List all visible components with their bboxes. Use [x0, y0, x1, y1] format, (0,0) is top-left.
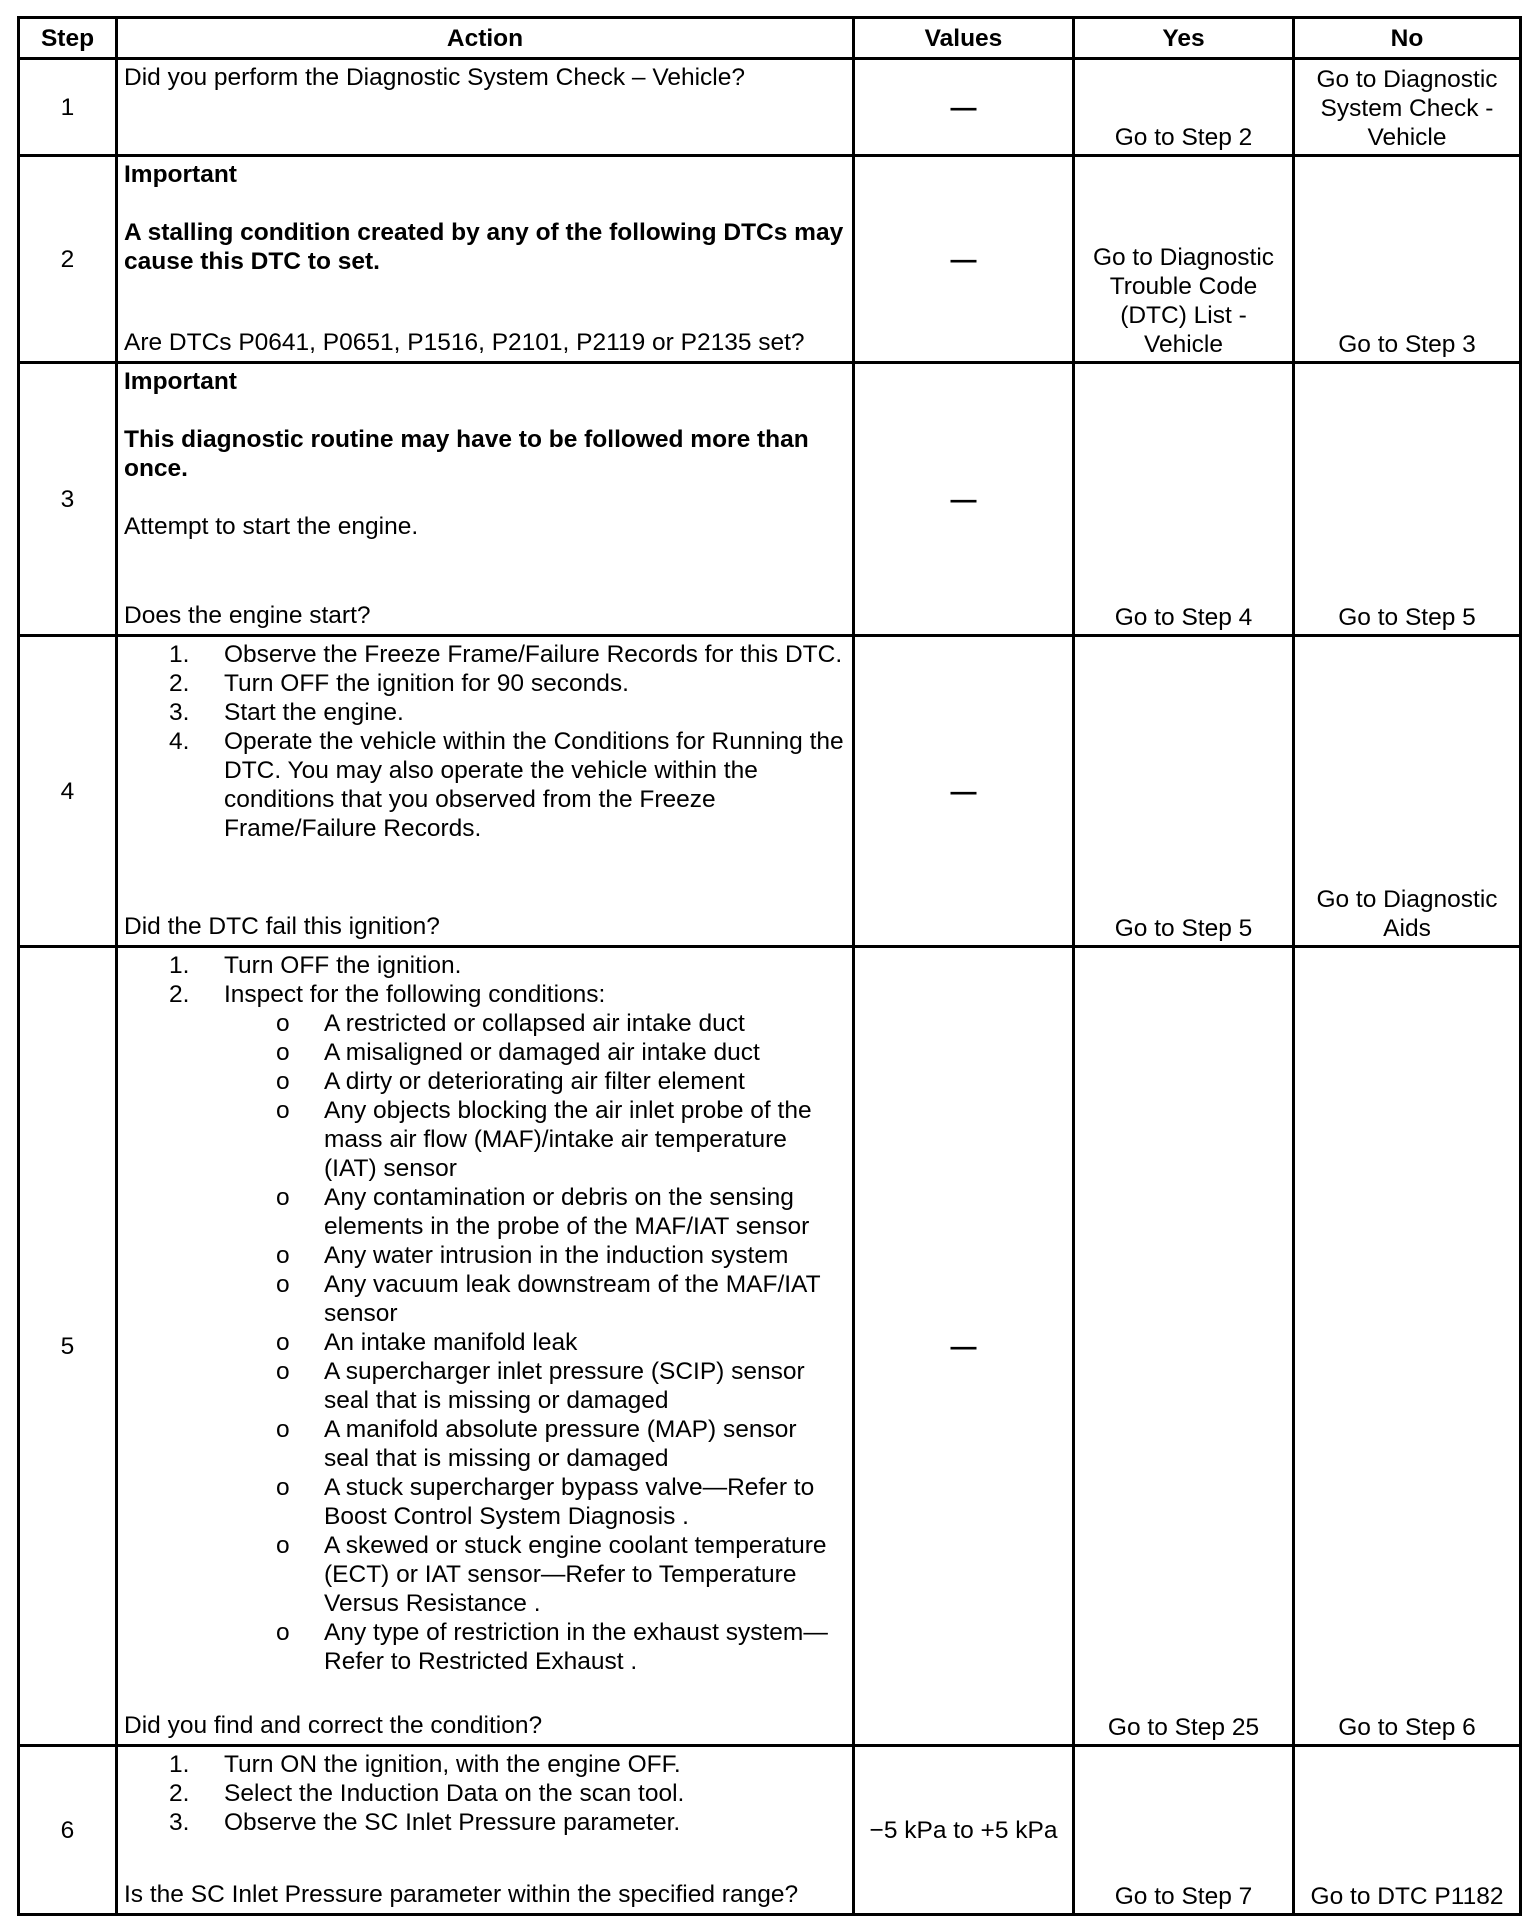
- table-row: [19, 947, 1521, 1746]
- yes-cell: Go to Step 4: [1074, 363, 1294, 636]
- yes-cell: Go to Step 5: [1074, 636, 1294, 947]
- action-question: Are DTCs P0641, P0651, P1516, P2101, P2119 or P2135 set?: [124, 329, 805, 356]
- action-question: Did the DTC fail this ignition?: [124, 913, 440, 940]
- header-values: Values: [854, 18, 1074, 59]
- header-row: [19, 18, 1521, 59]
- list-item: o Any objects blocking the air inlet probe of the mass air flow (MAF)/intake air temperature (IAT) sensor: [276, 1097, 812, 1182]
- list-item: o An intake manifold leak: [276, 1329, 578, 1356]
- no-cell: Go to Step 5: [1294, 363, 1521, 636]
- yes-cell: Go to Step 2: [1074, 59, 1294, 156]
- numbered-list: [124, 640, 846, 843]
- list-item: o A manifold absolute pressure (MAP) sensor seal that is missing or damaged: [276, 1416, 797, 1472]
- list-item: o A dirty or deteriorating air filter element: [276, 1068, 745, 1095]
- values-cell: —: [854, 636, 1074, 947]
- table-row: [19, 636, 1521, 947]
- yes-cell: Go to Step 7: [1074, 1746, 1294, 1915]
- list-item: 3. Start the engine.: [169, 699, 404, 726]
- no-cell: Go to DTC P1182: [1294, 1746, 1521, 1915]
- important-note: This diagnostic routine may have to be followed more than once.: [124, 426, 809, 482]
- list-item: 1. Turn OFF the ignition.: [169, 952, 462, 979]
- list-item: 2. Inspect for the following conditions:: [169, 981, 606, 1008]
- step-number: 2: [19, 156, 117, 363]
- list-item: o A misaligned or damaged air intake duct: [276, 1039, 760, 1066]
- diagnostic-table: [17, 16, 1522, 1916]
- action-cell: [117, 59, 854, 156]
- numbered-list: [124, 1750, 846, 1837]
- list-item: o Any water intrusion in the induction system: [276, 1242, 789, 1269]
- table-row: [19, 363, 1521, 636]
- action-cell: [117, 947, 854, 1746]
- important-label: Important: [124, 368, 237, 395]
- action-text: Attempt to start the engine.: [124, 513, 419, 540]
- list-item: 1. Turn ON the ignition, with the engine OFF.: [169, 1751, 681, 1778]
- step-number: 4: [19, 636, 117, 947]
- header-yes: Yes: [1074, 18, 1294, 59]
- list-item: o A restricted or collapsed air intake duct: [276, 1010, 745, 1037]
- list-item: o A skewed or stuck engine coolant temperature (ECT) or IAT sensor—Refer to Temperature Versus Resistance .: [276, 1532, 827, 1617]
- no-cell: Go to Diagnostic Aids: [1294, 636, 1521, 947]
- values-cell: −5 kPa to +5 kPa: [854, 1746, 1074, 1915]
- list-item: o A stuck supercharger bypass valve—Refer to Boost Control System Diagnosis .: [276, 1474, 815, 1530]
- list-item: 1. Observe the Freeze Frame/Failure Records for this DTC.: [169, 641, 843, 668]
- header-no: No: [1294, 18, 1521, 59]
- table-row: [19, 156, 1521, 363]
- action-cell: [117, 1746, 854, 1915]
- action-question: Does the engine start?: [124, 602, 371, 629]
- values-cell: —: [854, 947, 1074, 1746]
- step-number: 6: [19, 1746, 117, 1915]
- values-cell: —: [854, 59, 1074, 156]
- action-cell: [117, 363, 854, 636]
- step-number: 1: [19, 59, 117, 156]
- values-cell: —: [854, 156, 1074, 363]
- action-question: Did you perform the Diagnostic System Check – Vehicle?: [124, 64, 745, 91]
- values-cell: —: [854, 363, 1074, 636]
- list-item: o Any vacuum leak downstream of the MAF/IAT sensor: [276, 1271, 821, 1327]
- no-cell: Go to Diagnostic System Check - Vehicle: [1294, 59, 1521, 156]
- yes-cell: Go to Step 25: [1074, 947, 1294, 1746]
- list-item: 3. Observe the SC Inlet Pressure parameter.: [169, 1809, 681, 1836]
- list-item: 2. Select the Induction Data on the scan tool.: [169, 1780, 685, 1807]
- action-question: Is the SC Inlet Pressure parameter within the specified range?: [124, 1881, 799, 1908]
- step-number: 5: [19, 947, 117, 1746]
- list-item: o Any type of restriction in the exhaust system—Refer to Restricted Exhaust .: [276, 1619, 828, 1675]
- header-step: Step: [19, 18, 117, 59]
- numbered-list: [124, 951, 846, 1009]
- list-item: 2. Turn OFF the ignition for 90 seconds.: [169, 670, 629, 697]
- action-cell: [117, 636, 854, 947]
- table-row: [19, 1746, 1521, 1915]
- important-label: Important: [124, 161, 237, 188]
- no-cell: Go to Step 6: [1294, 947, 1521, 1746]
- action-question: Did you find and correct the condition?: [124, 1712, 543, 1739]
- list-item: 4. Operate the vehicle within the Conditions for Running the DTC. You may also operate the vehicle within the conditions that you observed from the Freeze Frame/Failure Records.: [169, 728, 844, 842]
- list-item: o A supercharger inlet pressure (SCIP) sensor seal that is missing or damaged: [276, 1358, 805, 1414]
- action-cell: [117, 156, 854, 363]
- list-item: o Any contamination or debris on the sensing elements in the probe of the MAF/IAT sensor: [276, 1184, 810, 1240]
- header-action: Action: [117, 18, 854, 59]
- important-note: A stalling condition created by any of the following DTCs may cause this DTC to set.: [124, 219, 844, 275]
- condition-list: [124, 1009, 846, 1676]
- no-cell: Go to Step 3: [1294, 156, 1521, 363]
- yes-cell: Go to Diagnostic Trouble Code (DTC) List - Vehicle: [1074, 156, 1294, 363]
- table-row: [19, 59, 1521, 156]
- step-number: 3: [19, 363, 117, 636]
